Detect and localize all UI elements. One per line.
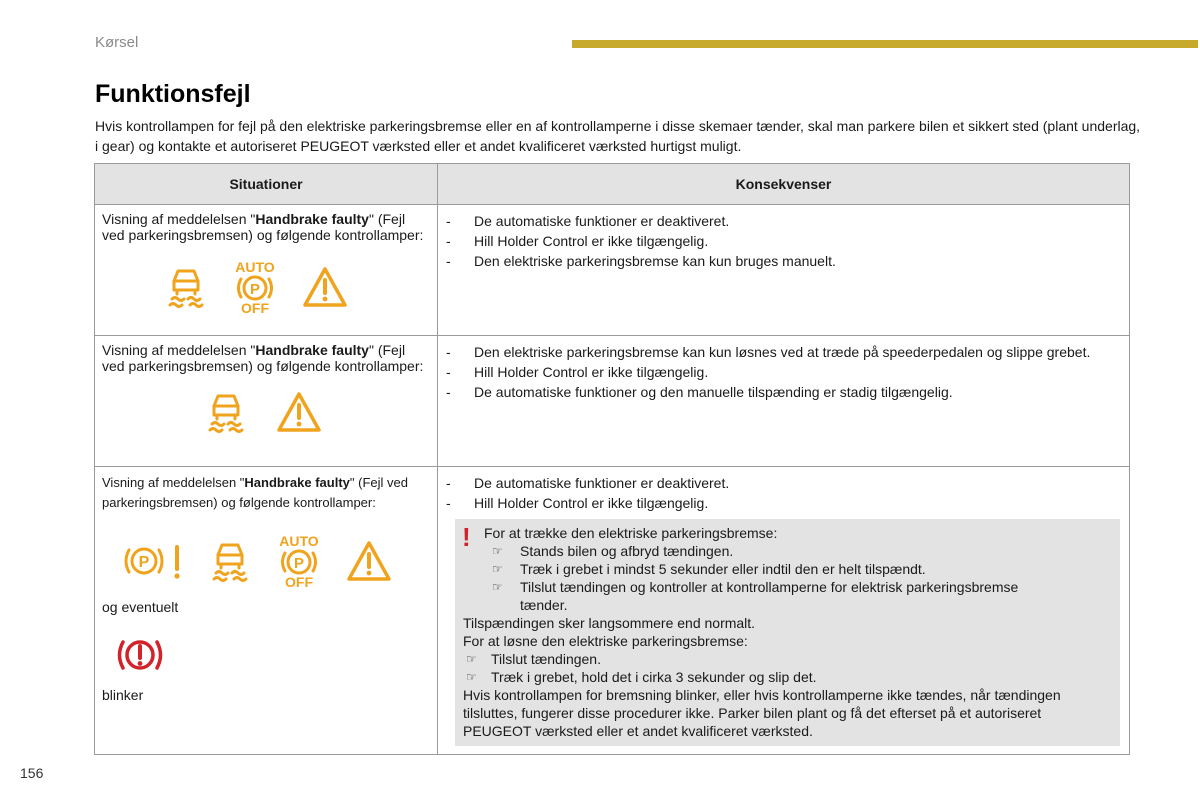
table-header-row — [95, 164, 1130, 205]
warning-triangle-icon — [346, 539, 392, 583]
situation-text: Visning af meddelelsen "Handbrake faulty" (Fejl ved parkeringsbremsen) og følgende kontrollamper: — [102, 475, 408, 510]
list-item: ☞ Træk i grebet i mindst 5 sekunder eller indtil den er helt tilspændt. — [492, 561, 926, 577]
warning-box-heading: For at trække den elektriske parkeringsbremse: — [484, 525, 778, 541]
consequence-list — [446, 342, 1122, 402]
section-label: Kørsel — [95, 34, 139, 51]
page-title: Funktionsfejl — [95, 80, 251, 108]
list-item: ☞ Stands bilen og afbryd tændingen. — [492, 543, 734, 559]
pointing-hand-icon: ☞ — [466, 652, 477, 666]
warning-box — [455, 519, 1120, 746]
parking-brake-fault-icon — [120, 539, 186, 583]
optional-label: og eventuelt — [102, 599, 179, 615]
svg-text:AUTO: AUTO — [279, 533, 319, 549]
table-row — [95, 205, 1130, 336]
svg-text:P: P — [293, 555, 305, 572]
warning-lamp-group — [102, 259, 430, 315]
exclamation-icon: ! — [462, 522, 471, 552]
svg-text:P: P — [249, 281, 261, 298]
list-item: ☞ Tilslut tændingen. — [466, 651, 601, 667]
section-accent-bar — [572, 40, 1198, 48]
warning-lamp-group — [102, 533, 430, 589]
warning-box-subheading: For at løsne den elektriske parkeringsbremse: — [463, 633, 748, 649]
table-row — [95, 467, 1130, 755]
brake-warning-icon — [102, 635, 430, 675]
situation-text: Visning af meddelelsen "Handbrake faulty" (Fejl ved parkeringsbremsen) og følgende kontrollamper: — [102, 211, 424, 243]
malfunction-table — [94, 163, 1130, 755]
warning-triangle-icon — [302, 265, 348, 309]
consequence-list — [446, 211, 1122, 271]
svg-text:OFF: OFF — [285, 574, 313, 589]
intro-text: Hvis kontrollampen for fejl på den elektriske parkeringsbremse eller en af kontrollamperne i disse skemaer tænder, skal man parkere bilen et sikkert sted (plant underlag, i gear) og kontakte et autoriseret PEUGEOT værksted eller et andet kvalificeret værksted hurtigst muligt. — [95, 118, 1141, 154]
list-item: - Hill Holder Control er ikke tilgængelig. — [446, 362, 1122, 382]
list-item: ☞ Tilslut tændingen og kontroller at kontrollamperne for elektrisk parkeringsbremse — [492, 579, 1019, 595]
warning-lamp-group — [102, 390, 430, 434]
list-item: - Hill Holder Control er ikke tilgængelig. — [446, 493, 1122, 513]
situation-cell — [95, 205, 438, 336]
consequence-cell — [438, 205, 1130, 336]
pointing-hand-icon: ☞ — [466, 670, 477, 684]
list-item: ☞ Træk i grebet, hold det i cirka 3 sekunder og slip det. — [466, 669, 817, 685]
skid-warning-icon — [164, 265, 208, 309]
consequence-cell — [438, 336, 1130, 467]
svg-text:P: P — [138, 554, 150, 571]
skid-warning-icon — [204, 390, 248, 434]
column-header-consequences: Konsekvenser — [438, 164, 1130, 205]
blink-note: blinker — [102, 687, 144, 703]
svg-text:AUTO: AUTO — [235, 259, 275, 275]
skid-warning-icon — [208, 539, 252, 583]
consequence-list — [446, 473, 1122, 513]
warning-box-closing: Hvis kontrollampen for bremsning blinker, eller hvis kontrollamperne ikke tændes, når tændingen tilsluttes, fungerer disse procedurer ikke. Parker bilen plant og få det efterset på et autoriseret PEUGEOT værksted eller et andet kvalificeret værksted. — [463, 687, 1061, 739]
svg-text:OFF: OFF — [241, 300, 269, 315]
list-item: - Den elektriske parkeringsbremse kan kun løsnes ved at træde på speederpedalen og slippe grebet. — [446, 342, 1122, 362]
pointing-hand-icon: ☞ — [492, 562, 503, 576]
list-item: - Den elektriske parkeringsbremse kan kun bruges manuelt. — [446, 251, 1122, 271]
pointing-hand-icon: ☞ — [492, 544, 503, 558]
list-item: - Hill Holder Control er ikke tilgængelig. — [446, 231, 1122, 251]
list-item: - De automatiske funktioner og den manuelle tilspænding er stadig tilgængelig. — [446, 382, 1122, 402]
page-number: 156 — [20, 765, 44, 781]
list-item-continuation: tænder. — [520, 597, 568, 613]
pointing-hand-icon: ☞ — [492, 580, 503, 594]
auto-p-off-icon — [230, 259, 280, 315]
auto-p-off-icon — [274, 533, 324, 589]
situation-text: Visning af meddelelsen "Handbrake faulty" (Fejl ved parkeringsbremsen) og følgende kontrollamper: — [102, 342, 424, 374]
situation-cell — [95, 336, 438, 467]
list-item: - De automatiske funktioner er deaktiveret. — [446, 473, 1122, 493]
list-item: - De automatiske funktioner er deaktiveret. — [446, 211, 1122, 231]
column-header-situations: Situationer — [95, 164, 438, 205]
warning-triangle-icon — [276, 390, 322, 434]
situation-cell — [95, 467, 438, 755]
table-row — [95, 336, 1130, 467]
consequence-cell — [438, 467, 1130, 755]
warning-box-text: Tilspændingen sker langsommere end normalt. — [463, 615, 756, 631]
